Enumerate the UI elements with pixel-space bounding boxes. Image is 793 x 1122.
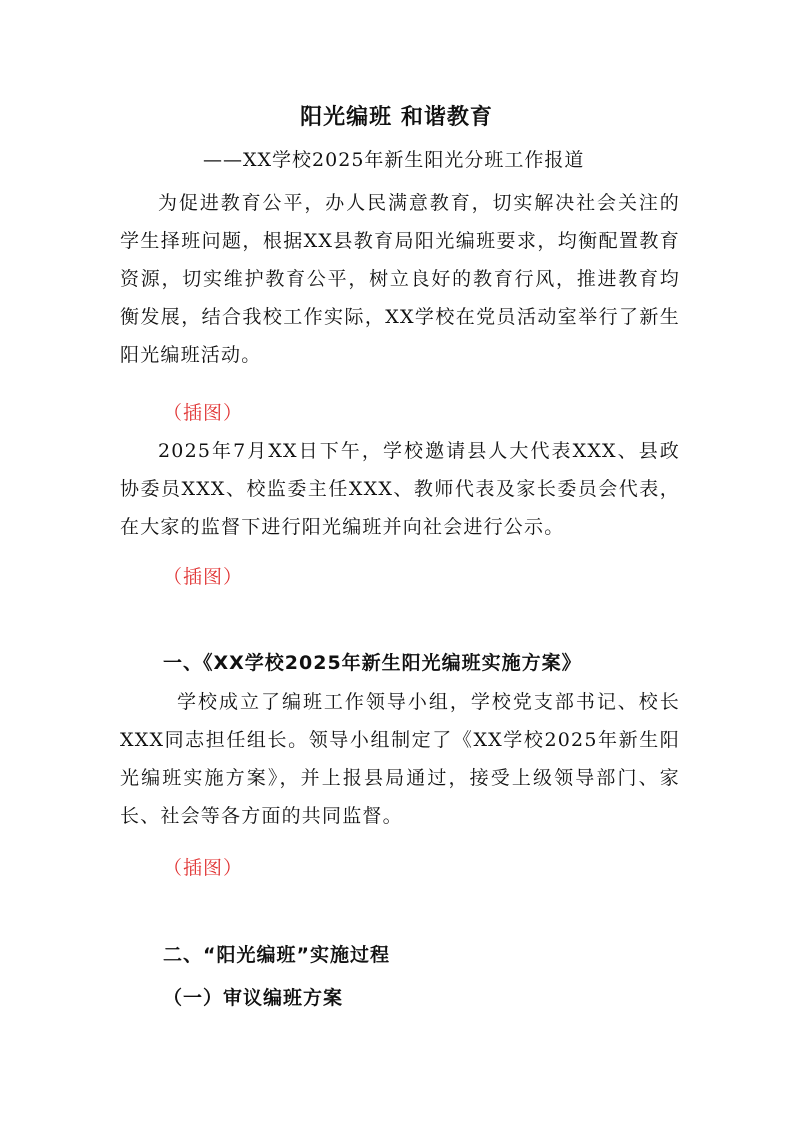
section-heading-2: 二、“阳光编班”实施过程: [163, 944, 390, 966]
section-heading-1: 一、《XX学校2025年新生阳光编班实施方案》: [163, 652, 582, 674]
document-title: 阳光编班 和谐教育: [300, 105, 493, 130]
illustration-placeholder-2: （插图）: [163, 566, 244, 588]
illustration-placeholder-3: （插图）: [163, 857, 244, 879]
paragraph-event: 2025年7月XX日下午，学校邀请县人大代表XXX、县政协委员XXX、校监委主任XXX、教师代表及家长委员会代表，在大家的监督下进行阳光编班并向社会进行公示。: [120, 440, 680, 538]
document-subtitle: ——XX学校2025年新生阳光分班工作报道: [203, 149, 585, 171]
paragraph-plan: 学校成立了编班工作领导小组，学校党支部书记、校长XXX同志担任组长。领导小组制定了《XX学校2025年新生阳光编班实施方案》，并上报县局通过，接受上级领导部门、家长、社会等各方面的共同监督。: [120, 691, 680, 827]
illustration-placeholder-1: （插图）: [163, 402, 244, 424]
subsection-heading-1: （一）审议编班方案: [163, 987, 344, 1009]
paragraph-intro: 为促进教育公平，办人民满意教育，切实解决社会关注的学生择班问题，根据XX县教育局阳光编班要求，均衡配置教育资源，切实维护教育公平，树立良好的教育行风，推进教育均衡发展，结合我校工作实际，XX学校在党员活动室举行了新生阳光编班活动。: [120, 192, 680, 366]
